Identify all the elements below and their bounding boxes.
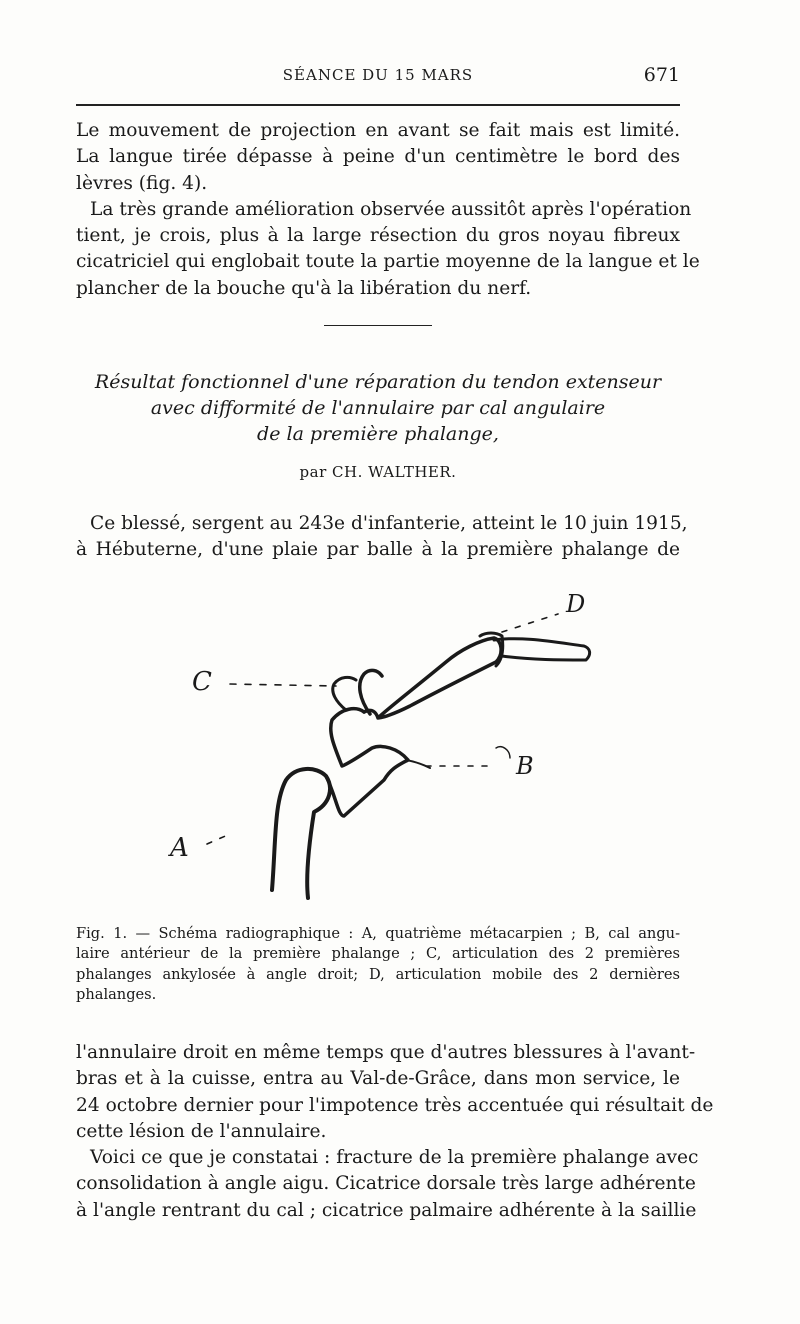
- label-a: A: [170, 833, 189, 863]
- text-line: 24 octobre dernier pour l'impotence très accentuée qui résultait de: [76, 1094, 714, 1116]
- author-line: par CH. WALTHER.: [299, 463, 457, 481]
- figure-caption: [76, 924, 680, 1006]
- caption-line: phalanges.: [76, 986, 157, 1004]
- text-line: Le mouvement de projection en avant se fait mais est limité.: [76, 120, 680, 141]
- text-line: lèvres (fig. 4).: [76, 172, 208, 194]
- text-line: Ce blessé, sergent au 243e d'infanterie, atteint le 10 juin 1915,: [90, 513, 688, 534]
- text-line: l'annulaire droit en même temps que d'autres blessures à l'avant-: [76, 1042, 696, 1063]
- finger-drawing: [150, 580, 630, 910]
- text-line: tient, je crois, plus à la large résection du gros noyau fibreux: [76, 225, 680, 247]
- first-paragraph: [76, 511, 688, 564]
- text-line: cette lésion de l'annulaire.: [76, 1120, 327, 1142]
- header-rule: [76, 104, 680, 106]
- label-d: D: [566, 590, 586, 618]
- title-line: de la première phalange,: [257, 423, 499, 445]
- running-title: SÉANCE DU 15 MARS: [282, 66, 474, 84]
- page-number: 671: [643, 64, 680, 86]
- text-line: cicatriciel qui englobait toute la partie moyenne de la langue et le: [76, 251, 700, 273]
- text-line: La langue tirée dépasse à peine d'un centimètre le bord des: [76, 146, 680, 168]
- text-line: à Hébuterne, d'une plaie par balle à la première phalange de: [76, 539, 680, 561]
- text-line: à l'angle rentrant du cal ; cicatrice palmaire adhérente à la saillie: [76, 1199, 697, 1221]
- second-paragraph: [76, 1040, 714, 1224]
- text-line: bras et à la cuisse, entra au Val-de-Grâce, dans mon service, le: [76, 1068, 680, 1090]
- caption-line: Fig. 1. — Schéma radiographique : A, quatrième métacarpien ; B, cal angu-: [76, 925, 680, 942]
- label-c: C: [192, 667, 212, 697]
- intro-paragraph: [76, 118, 700, 302]
- radiograph-schema-figure: [150, 580, 630, 910]
- section-divider: [324, 325, 432, 326]
- text-line: Voici ce que je constatai : fracture de la première phalange avec: [90, 1147, 699, 1169]
- title-line: Résultat fonctionnel d'une réparation du tendon extenseur: [94, 371, 662, 393]
- text-line: La très grande amélioration observée aussitôt après l'opération: [90, 198, 692, 220]
- text-line: consolidation à angle aigu. Cicatrice dorsale très large adhérente: [76, 1173, 696, 1195]
- title-line: avec difformité de l'annulaire par cal angulaire: [150, 397, 606, 419]
- running-header: [76, 60, 680, 90]
- text-line: plancher de la bouche qu'à la libération du nerf.: [76, 277, 532, 299]
- caption-line: phalanges ankylosée à angle droit; D, articulation mobile des 2 dernières: [76, 965, 680, 983]
- caption-line: laire antérieur de la première phalange ; C, articulation des 2 premières: [76, 945, 680, 963]
- label-b: B: [516, 752, 534, 780]
- article-title: [76, 369, 680, 447]
